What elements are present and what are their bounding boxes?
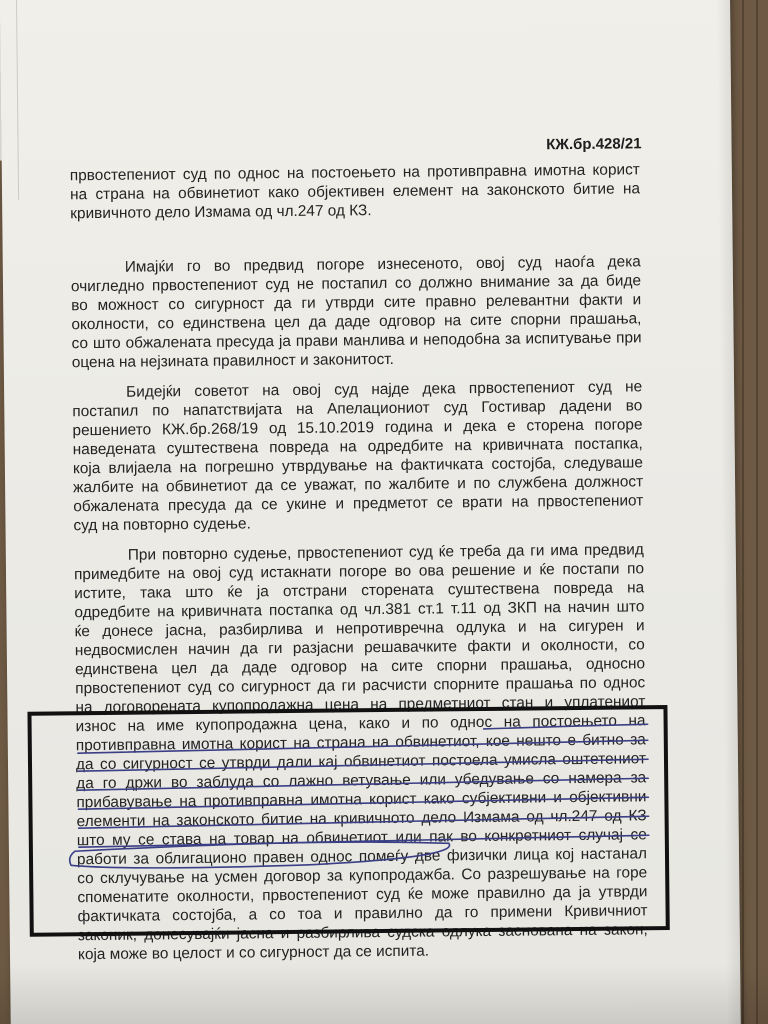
text-line: жалбите на обвинетиот да се уважат, по жалбите и по службена должност — [73, 473, 644, 497]
text-line: која може во целост и со сигурност да се испита. — [77, 942, 430, 964]
text-line: со што обжалената пресуда ја прави манлива и неподобна за испитување при — [71, 329, 642, 353]
text-line: обжалената пресуда да се укине и предметот се врати на првостепениот — [73, 492, 644, 516]
text-line: што му се става на товар на обвинетиот или пак во конкретниот случај се — [76, 826, 647, 850]
text-line: очигледно првостепениот суд не постапил со должно внимание за да биде — [70, 272, 642, 296]
text-line: првостепениот суд по однос на постоењето на противправна имотна корист — [69, 161, 640, 185]
text-line: да со сигурност се утврди дали кај обвинетиот постоела умисла оштетениот — [75, 750, 647, 774]
text-line: да го држи во заблуда со лажно ветување или убедување со намера за — [76, 769, 647, 793]
text-line: фактичката состојба, а со тоа и правилно да го примени Кривичниот — [77, 902, 648, 926]
text-line: околности, со единствена цел да даде одговор на сите спорни прашања, — [71, 310, 642, 334]
text-line: противправна имотна корист на страна на обвинетиот, кое нешто е битно за — [75, 731, 646, 755]
text-line: наведената суштествена повреда на одредбите на кривичната постапка, — [72, 435, 643, 459]
text-line: ќе донесе јасна, разбирлива и непротивречна одлука и на сигурен и — [74, 617, 645, 641]
text-line: суд на повторно судење. — [73, 515, 251, 535]
text-line: на страна на обвинетиот како објективен елемент на законското битие на — [69, 180, 641, 204]
text-line: законик, донесувајќи јасна и разбирлива судска одлука заснована на закон, — [77, 921, 648, 945]
text-line: споменатите околности, првостепениот суд ќе може правилно да ја утврди — [77, 883, 648, 907]
text-line: оцена на нејзината правилност и законитост. — [71, 350, 394, 372]
text-line: одредбите на кривичната постапка од чл.381 ст.1 т.11 од ЗКП на начин што — [74, 598, 645, 622]
text-line: единствена цел да даде одговор на сите спорни прашања, односно — [74, 655, 646, 679]
text-line: примедбите на овој суд истакнати погоре во ова решение и ќе постапи по — [73, 560, 645, 584]
text-line: прибавување на противправна имотна корист како субјективни и објективни — [76, 788, 647, 812]
text-line: која влијаела на погрешно утврдување на фактичката состојба, следуваше — [72, 454, 643, 478]
text-line: решението КЖ.бр.268/19 од 15.10.2019 година и дека е сторена погоре — [72, 416, 643, 440]
text-line: елементи на законското битие на кривичното дело Измама од чл.247 од КЗ — [76, 807, 647, 831]
text-line: со склучување на усмен договор за купопродажба. Со разрешување на горе — [77, 864, 648, 888]
text-line: При повторно судење, првостепениот суд ќе треба да ги има предвид — [127, 541, 644, 564]
text-line: Имајќи го во предвид погоре изнесеното, овој суд наоѓа дека — [124, 253, 641, 276]
highlight-frame — [27, 705, 669, 937]
text-line: во можност со сигурност да ги утврди сите правно релевантни факти и — [71, 291, 642, 315]
text-line: работи за облигационо правен однос помеѓу две физички лица кој настанал — [76, 845, 648, 869]
text-line: износ на име купопродажна цена, како и по однос на постоењето на — [75, 712, 646, 736]
text-line: недвосмислен начин да ги разјасни решавачките факти и околности, со — [74, 636, 645, 660]
text-line: првостепениот суд со сигурност да ги расчисти спорните прашања по однос — [75, 674, 646, 698]
text-line: кривичното дело Измама од чл.247 од КЗ. — [70, 202, 372, 223]
text-line: постапил по напатствијата на Апелациониот суд Гостивар дадени во — [72, 397, 643, 421]
text-line: Бидејќи советот на овој суд најде дека првостепениот суд не — [126, 378, 643, 401]
text-line: истите, така што ќе ја отстрани сторената суштествена повреда на — [74, 579, 645, 603]
case-number: КЖ.бр.428/21 — [546, 135, 642, 154]
text-line: на договорената купопродажна цена на предметниот стан и уплатениот — [75, 693, 646, 717]
